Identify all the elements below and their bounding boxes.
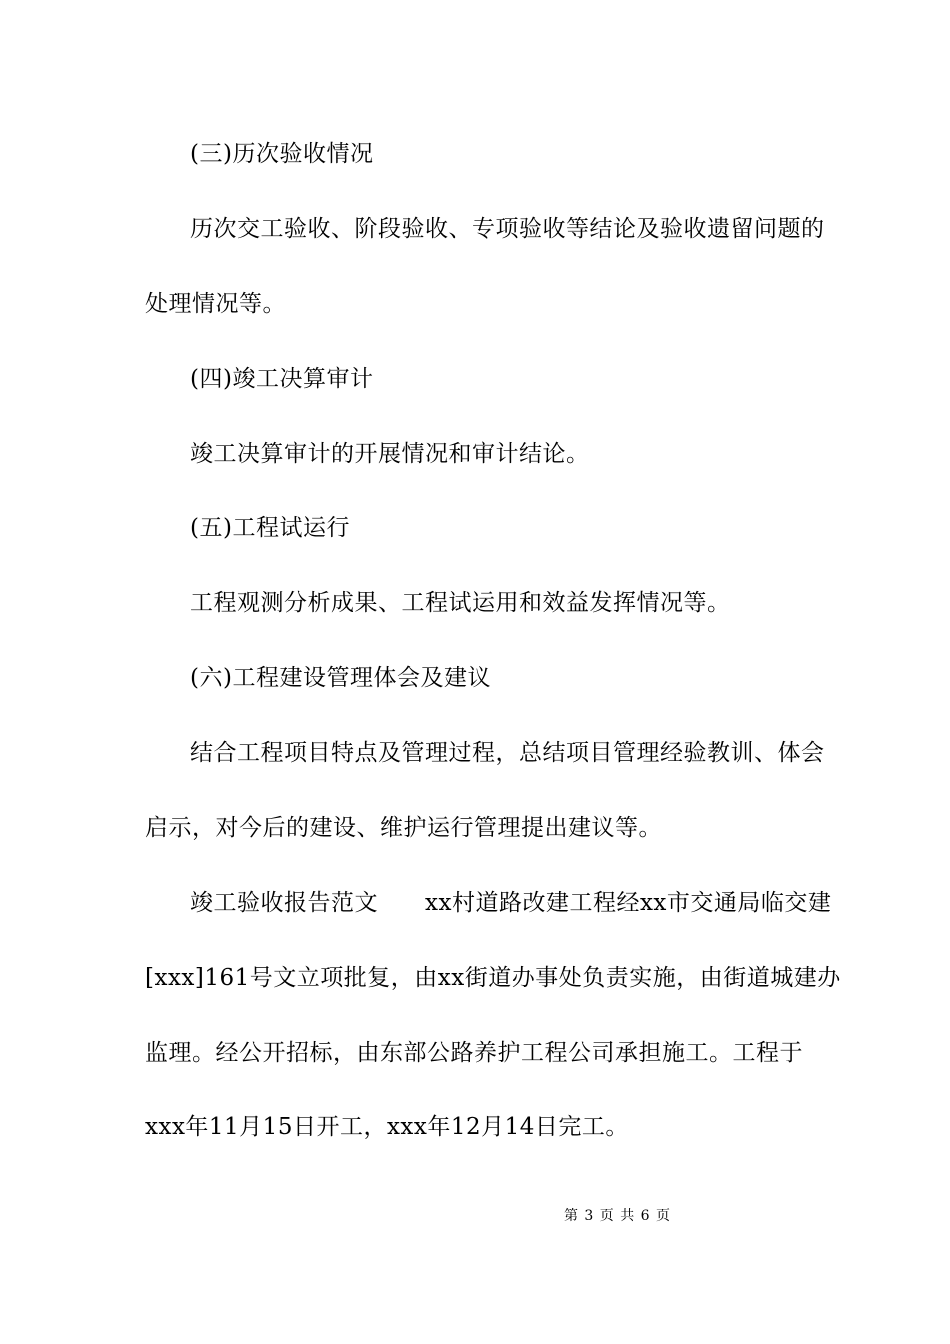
paragraph-line: [xxx]161号文立项批复，由xx街道办事处负责实施，由街道城建办 xyxy=(145,965,841,991)
section-heading-5: (五)工程试运行 xyxy=(190,515,350,541)
paragraph-line: 竣工验收报告范文 xx村道路改建工程经xx市交通局临交建 xyxy=(190,890,832,916)
paragraph-line: 历次交工验收、阶段验收、专项验收等结论及验收遗留问题的 xyxy=(190,216,825,242)
paragraph-line: 竣工决算审计的开展情况和审计结论。 xyxy=(190,441,590,467)
section-heading-3: (三)历次验收情况 xyxy=(190,141,374,167)
section-heading-4: (四)竣工决算审计 xyxy=(190,366,374,392)
section-heading-6: (六)工程建设管理体会及建议 xyxy=(190,665,491,691)
paragraph-line: xxx年11月15日开工，xxx年12月14日完工。 xyxy=(145,1114,629,1140)
paragraph-line: 监理。经公开招标，由东部公路养护工程公司承担施工。工程于 xyxy=(145,1040,803,1066)
paragraph-line: 工程观测分析成果、工程试运用和效益发挥情况等。 xyxy=(190,590,731,616)
paragraph-line: 结合工程项目特点及管理过程，总结项目管理经验教训、体会 xyxy=(190,740,825,766)
page-number-footer: 第 3 页 共 6 页 xyxy=(563,1208,672,1224)
paragraph-line: 处理情况等。 xyxy=(145,291,286,317)
paragraph-line: 启示，对今后的建设、维护运行管理提出建议等。 xyxy=(145,815,662,841)
